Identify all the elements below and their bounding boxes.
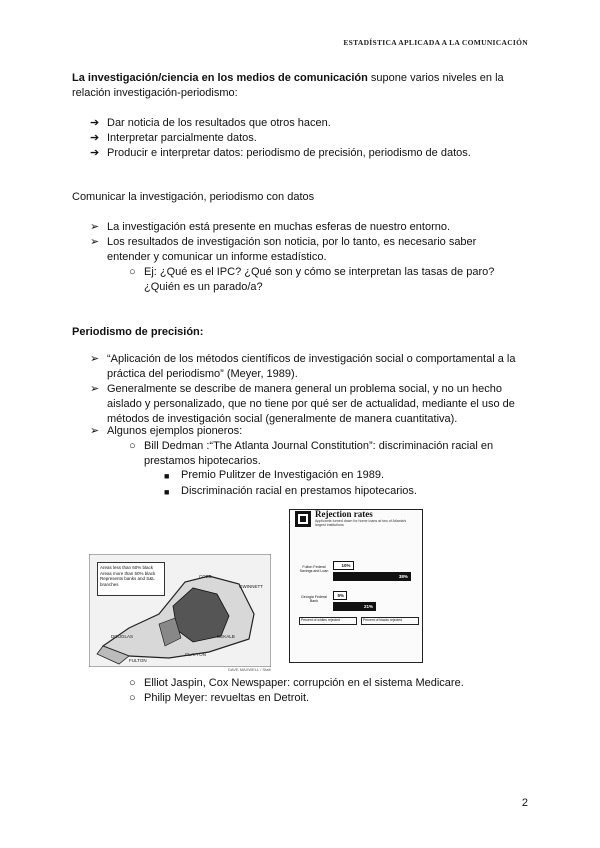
list-item: Algunos ejemplos pioneros: (107, 425, 243, 437)
section-heading: Periodismo de precisión: (72, 326, 204, 338)
list-item: Ej: ¿Qué es el IPC? ¿Qué son y cómo se interpretan las tasas de paro? ¿Quién es un parado/a? (144, 266, 495, 293)
circle-bullet-icon: ○ (129, 266, 136, 278)
list-item: Generalmente se describe de manera general un problema social, y no un hecho aislado y personalizado, que no tiene por qué ser de actualidad, mediante el uso de métodos de investigación social (generalmente de manera cuantitativa). (107, 383, 515, 425)
intro-paragraph (72, 71, 532, 101)
chart-title: Rejection rates (315, 509, 373, 519)
list-item: La investigación está presente en muchas esferas de nuestro entorno. (107, 221, 451, 233)
legend-entry: Represents banks and S&L branches (100, 576, 155, 587)
arrow-icon: ➔ (90, 132, 100, 144)
triangle-bullet-icon: ➢ (90, 236, 100, 248)
map-place: COBB (199, 574, 212, 579)
map-legend (97, 562, 165, 596)
chart-logo-icon (295, 511, 311, 527)
running-header: ESTADÍSTICA APLICADA A LA COMUNICACIÓN (343, 38, 528, 47)
circle-bullet-icon: ○ (129, 440, 136, 452)
chart-frame (289, 509, 423, 663)
rejection-rates-figure (285, 505, 425, 665)
map-place: CLAYTON (185, 652, 206, 657)
list-item: Los resultados de investigación son noticia, por lo tanto, es necesario saber entender y comunicar un informe estadístico. (107, 236, 477, 263)
bar-whites: 10% (333, 561, 354, 570)
category-label: Fulton Federal Savings and Loan (299, 565, 329, 573)
map-credit: DAVE MAXWELL / Staff (228, 667, 271, 672)
list-item: Dar noticia de los resultados que otros hacen. (107, 117, 331, 129)
legend-white: Percent of whites rejected (299, 617, 357, 625)
legend-entry: Areas less than 60% black (100, 565, 154, 570)
list-item: Discriminación racial en prestamos hipotecarios. (181, 485, 417, 497)
triangle-bullet-icon: ➢ (90, 353, 100, 365)
list-item: Philip Meyer: revueltas en Detroit. (144, 692, 310, 704)
legend-entry: Areas more than 50% black (100, 570, 156, 576)
bar-blacks: 38% (333, 572, 411, 581)
chart-subtitle: Applicants turned down for home loans at two of Atlanta's largest institutions (315, 519, 407, 527)
triangle-bullet-icon: ➢ (90, 383, 100, 395)
bar-whites: 5% (333, 591, 347, 600)
list-item: Premio Pulitzer de Investigación en 1989. (181, 469, 385, 481)
triangle-bullet-icon: ➢ (90, 221, 100, 233)
map-place: DEKALB (217, 634, 235, 639)
map-place: GWINNETT (239, 584, 263, 589)
page-number: 2 (521, 797, 528, 809)
category-label: Georgia Federal Bank (301, 595, 327, 603)
atlanta-map-figure (89, 554, 271, 667)
map-place: DOUGLAS (111, 634, 134, 639)
arrow-icon: ➔ (90, 147, 100, 159)
list-item: Elliot Jaspin, Cox Newspaper: corrupción en el sistema Medicare. (144, 677, 464, 689)
triangle-bullet-icon: ➢ (90, 425, 100, 437)
square-bullet-icon: ■ (164, 471, 170, 481)
square-bullet-icon: ■ (164, 487, 170, 497)
list-item: “Aplicación de los métodos científicos de investigación social o comportamental a la práctica del periodismo” (Meyer, 1989). (107, 353, 516, 380)
legend-black: Percent of blacks rejected (361, 617, 419, 625)
list-item: Interpretar parcialmente datos. (107, 132, 257, 144)
circle-bullet-icon: ○ (129, 692, 136, 704)
map-place: FULTON (129, 658, 147, 663)
arrow-icon: ➔ (90, 117, 100, 129)
intro-bold: La investigación/ciencia en los medios de comunicación (72, 72, 368, 84)
intro-rest: supone varios niveles en la relación investigación-periodismo: (72, 72, 504, 99)
bar-blacks: 21% (333, 602, 376, 611)
list-item: Bill Dedman :“The Atlanta Journal Constitution”: discriminación racial en prestamos hipotecarios. (144, 440, 494, 467)
list-item: Producir e interpretar datos: periodismo de precisión, periodismo de datos. (107, 147, 471, 159)
section-heading: Comunicar la investigación, periodismo con datos (72, 191, 315, 203)
circle-bullet-icon: ○ (129, 677, 136, 689)
